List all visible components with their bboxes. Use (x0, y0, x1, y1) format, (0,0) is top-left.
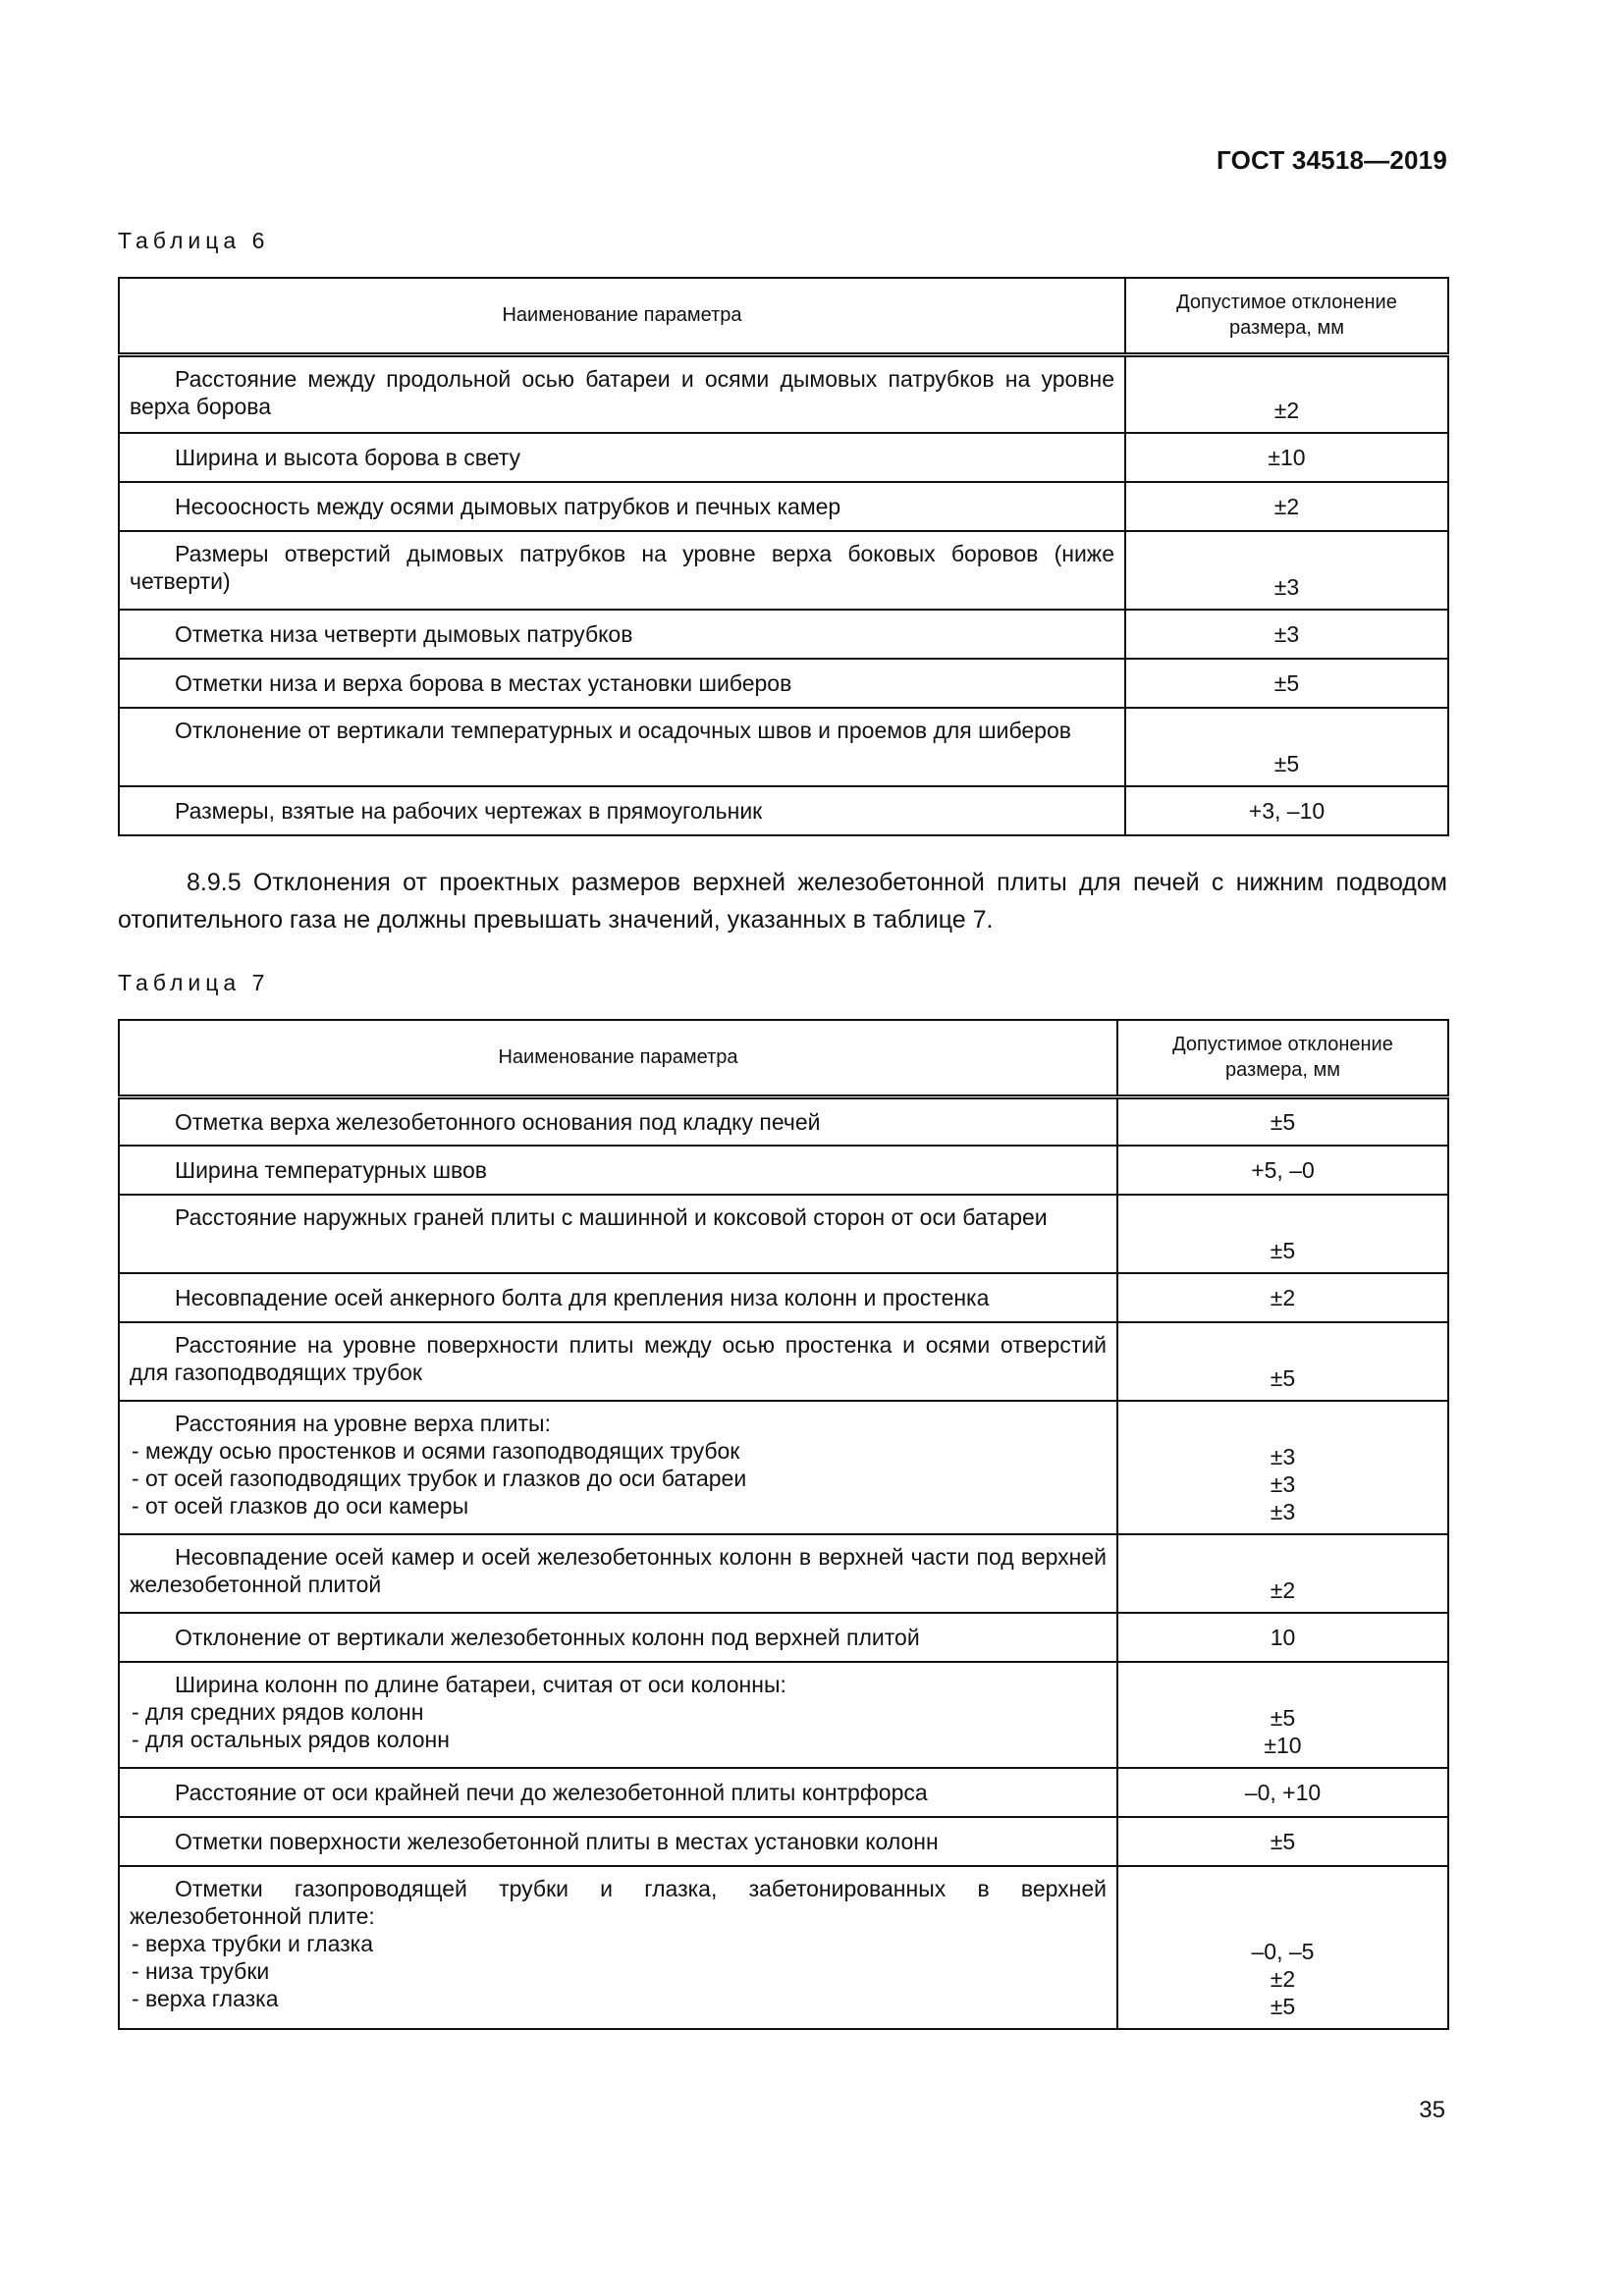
row-parameter: Отметка верха железобетонного основания под кладку печей (119, 1096, 1117, 1146)
row-parameter: Расстояния на уровне верха плиты: - между осью простенков и осями газоподводящих трубок - от осей газоподводящих трубок и глазков до оси батареи - от осей глазков до оси камеры (119, 1401, 1117, 1534)
table-row (119, 1322, 1448, 1401)
row-tolerance: ±5 (1117, 1096, 1448, 1146)
row-parameter: Отметка низа четверти дымовых патрубков (119, 610, 1125, 659)
row-parameter: Отметки газопроводящей трубки и глазка, забетонированных в верхней железобетонной плите: - верха трубки и глазка - низа трубки - верха глазка (119, 1866, 1117, 2029)
row-parameter: Расстояние от оси крайней печи до железобетонной плиты контрфорса (119, 1768, 1117, 1817)
sub-item: - от осей газоподводящих трубок и глазков до оси батареи (132, 1466, 747, 1491)
sub-item: - для средних рядов колонн (132, 1699, 424, 1725)
row-tolerance: ±2 (1125, 354, 1448, 433)
table-row (119, 1401, 1448, 1534)
row-tolerance: ±2 (1117, 1273, 1448, 1322)
row-parameter: Несовпадение осей камер и осей железобетонных колонн в верхней части под верхней железобетонной плитой (119, 1534, 1117, 1613)
paragraph-8-9-5: 8.9.5 Отклонения от проектных размеров верхней железобетонной плиты для печей с нижним подводом отопительного газа не должны превышать значений, указанных в таблице 7. (118, 869, 1447, 934)
table-row (119, 482, 1448, 531)
row-tolerance: ±3 (1125, 610, 1448, 659)
row-parameter: Отметки поверхности железобетонной плиты в местах установки колонн (119, 1817, 1117, 1866)
row-parameter: Расстояние на уровне поверхности плиты между осью простенка и осями отверстий для газоподводящих трубок (119, 1322, 1117, 1401)
row-tolerance: ±5 (1117, 1195, 1448, 1273)
table-7 (118, 1019, 1449, 2030)
row-parameter: Отклонение от вертикали железобетонных колонн под верхней плитой (119, 1613, 1117, 1662)
row-parameter: Ширина температурных швов (119, 1146, 1117, 1195)
row-tolerance: ±5 (1117, 1817, 1448, 1866)
table-6-caption: Таблица 6 (118, 228, 270, 253)
table-row (119, 1534, 1448, 1613)
table-6 (118, 277, 1449, 836)
table-row (119, 1866, 1448, 2029)
sub-item: - низа трубки (132, 1958, 270, 1984)
table-row (119, 1273, 1448, 1322)
table-row (119, 1613, 1448, 1662)
row-parameter: Ширина и высота борова в свету (119, 433, 1125, 482)
row-parameter: Ширина колонн по длине батареи, считая от оси колонны: - для средних рядов колонн - для остальных рядов колонн (119, 1662, 1117, 1768)
table-row (119, 1817, 1448, 1866)
row-tolerance: ±5 (1117, 1322, 1448, 1401)
sub-item: - между осью простенков и осями газоподводящих трубок (132, 1438, 740, 1464)
column-header-tolerance-line1: Допустимое отклонение (1172, 1034, 1393, 1056)
sub-item: - верха трубки и глазка (132, 1931, 374, 1956)
column-header-tolerance-line1: Допустимое отклонение (1176, 292, 1397, 314)
row-parameter: Расстояние между продольной осью батареи и осями дымовых патрубков на уровне верха борова (119, 354, 1125, 433)
page-number: 35 (1419, 2097, 1445, 2123)
row-tolerance: ±2 (1117, 1534, 1448, 1613)
table-row (119, 1195, 1448, 1273)
sub-item: - верха глазка (132, 1986, 279, 2011)
row-tolerance: ±5 ±10 (1117, 1662, 1448, 1768)
row-parameter: Расстояние наружных граней плиты с машинной и коксовой сторон от оси батареи (119, 1195, 1117, 1273)
sub-item: - от осей глазков до оси камеры (132, 1493, 469, 1519)
column-header-tolerance (1125, 278, 1448, 354)
table-row (119, 1096, 1448, 1146)
sub-item: - для остальных рядов колонн (132, 1727, 450, 1752)
row-tolerance: ±10 (1125, 433, 1448, 482)
table-row (119, 610, 1448, 659)
column-header-tolerance-line2: размера, мм (1225, 1059, 1340, 1082)
row-tolerance: ±5 (1125, 659, 1448, 708)
row-tolerance: ±2 (1125, 482, 1448, 531)
row-tolerance: –0, +10 (1117, 1768, 1448, 1817)
row-parameter: Размеры отверстий дымовых патрубков на уровне верха боковых боровов (ниже четверти) (119, 531, 1125, 610)
table-7-caption: Таблица 7 (118, 970, 270, 995)
row-tolerance: ±5 (1125, 708, 1448, 786)
row-parameter: Отметки низа и верха борова в местах установки шиберов (119, 659, 1125, 708)
table-row (119, 354, 1448, 433)
row-parameter: Отклонение от вертикали температурных и осадочных швов и проемов для шиберов (119, 708, 1125, 786)
column-header-tolerance (1117, 1020, 1448, 1096)
row-tolerance: +3, –10 (1125, 786, 1448, 835)
column-header-parameter: Наименование параметра (119, 278, 1125, 354)
table-row (119, 433, 1448, 482)
table-row (119, 1146, 1448, 1195)
table-row (119, 531, 1448, 610)
column-header-parameter: Наименование параметра (119, 1020, 1117, 1096)
table-row (119, 659, 1448, 708)
table-row (119, 1662, 1448, 1768)
document-id: ГОСТ 34518—2019 (1217, 145, 1447, 175)
row-tolerance: –0, –5 ±2 ±5 (1117, 1866, 1448, 2029)
row-tolerance: 10 (1117, 1613, 1448, 1662)
column-header-tolerance-line2: размера, мм (1229, 317, 1344, 340)
table-row (119, 786, 1448, 835)
table-row (119, 1768, 1448, 1817)
row-tolerance: +5, –0 (1117, 1146, 1448, 1195)
table-row (119, 708, 1448, 786)
row-tolerance: ±3 (1125, 531, 1448, 610)
row-tolerance: ±3 ±3 ±3 (1117, 1401, 1448, 1534)
row-parameter: Размеры, взятые на рабочих чертежах в прямоугольник (119, 786, 1125, 835)
row-parameter: Несоосность между осями дымовых патрубков и печных камер (119, 482, 1125, 531)
row-parameter: Несовпадение осей анкерного болта для крепления низа колонн и простенка (119, 1273, 1117, 1322)
